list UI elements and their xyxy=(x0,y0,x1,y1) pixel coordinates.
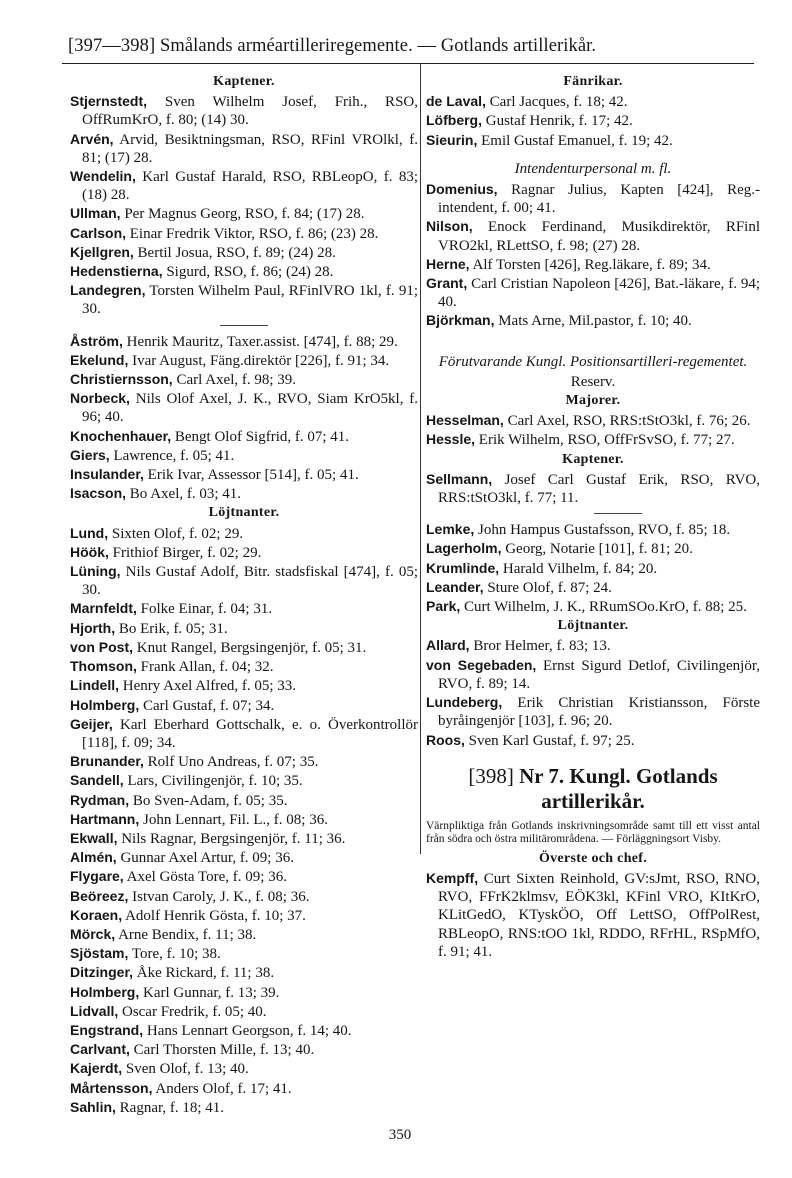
entry-details: Ernst Sigurd Detlof, Civilingenjör, RVO, f. 89; 14. xyxy=(438,657,760,692)
entry-details: Frithiof Birger, f. 02; 29. xyxy=(112,544,262,561)
list-item xyxy=(426,636,760,655)
list-item xyxy=(426,131,760,150)
list-item xyxy=(70,465,418,484)
entry-surname: Björkman, xyxy=(426,312,495,329)
entry-details: Arvid, Besiktningsman, RSO, RFinl VROlkl, f. 81; (17) 28. xyxy=(82,131,418,166)
entry-details: Alf Torsten [426], Reg.läkare, f. 89; 34. xyxy=(472,256,711,273)
list-item xyxy=(426,578,760,597)
entry-details: Bo Axel, f. 03; 41. xyxy=(129,486,242,503)
entry-details: Lars, Civilingenjör, f. 10; 35. xyxy=(127,773,303,790)
list-item xyxy=(70,1098,418,1117)
section-heading-intendentur: Intendenturpersonal m. fl. xyxy=(514,160,672,177)
entry-details: Ragnar, f. 18; 41. xyxy=(119,1099,225,1116)
list-item xyxy=(70,262,418,281)
list-item xyxy=(70,427,418,446)
entry-surname: Carlson, xyxy=(70,224,127,241)
entry-surname: Hessle, xyxy=(426,431,476,448)
entry-details: Georg, Notarie [101], f. 81; 20. xyxy=(505,541,693,558)
entry-surname: Allard, xyxy=(426,637,470,654)
entry-surname: Sieurin, xyxy=(426,131,478,148)
entry-details: Sture Olof, f. 87; 24. xyxy=(487,579,612,596)
entry-surname: Lemke, xyxy=(426,521,475,538)
entry-surname: Grant, xyxy=(426,275,468,292)
corps-title xyxy=(426,764,760,814)
entry-surname: Mårtensson, xyxy=(70,1079,153,1096)
entry-details: Curt Wilhelm, J. K., RRumSOo.KrO, f. 88; 25. xyxy=(464,599,747,616)
entry-details: Erik Wilhelm, RSO, OffFrSvSO, f. 77; 27. xyxy=(478,432,735,449)
entry-details: Nils Gustaf Adolf, Bitr. stadsfiskal [474], f. 05; 30. xyxy=(82,564,419,599)
right-column xyxy=(426,72,760,961)
list-item xyxy=(70,906,418,925)
list-item xyxy=(70,810,418,829)
entry-surname: Lund, xyxy=(70,524,109,541)
list-item xyxy=(70,925,418,944)
list-item xyxy=(70,752,418,771)
entry-details: Bengt Olof Sigfrid, f. 07; 41. xyxy=(174,428,350,445)
entry-details: Knut Rangel, Bergsingenjör, f. 05; 31. xyxy=(136,639,367,656)
entry-details: Torsten Wilhelm Paul, RFinlVRO 1kl, f. 91; 30. xyxy=(82,283,418,318)
entry-details: Sven Wilhelm Josef, Frih., RSO, OffRumKrO, f. 80; (14) 30. xyxy=(82,94,418,129)
section-heading-kaptener-right: Kaptener. xyxy=(562,451,624,467)
entry-details: Ragnar Julius, Kapten [424], Reg.-intendent, f. 00; 41. xyxy=(438,182,760,217)
entry-surname: Åström, xyxy=(70,332,123,349)
spacer xyxy=(426,150,760,158)
entry-surname: Holmberg, xyxy=(70,983,140,1000)
entry-surname: Lüning, xyxy=(70,563,121,580)
entry-details: Bo Sven-Adam, f. 05; 35. xyxy=(132,792,288,809)
separator-rule xyxy=(594,513,642,514)
list-item xyxy=(70,332,418,351)
list-item xyxy=(426,731,760,750)
section-heading-kaptener: Kaptener. xyxy=(213,74,275,89)
entry-details: Carl Axel, f. 98; 39. xyxy=(176,372,297,389)
list-item xyxy=(70,619,418,638)
list-item xyxy=(426,430,760,449)
entry-details: Tore, f. 10; 38. xyxy=(131,946,221,963)
entry-details: Henry Axel Alfred, f. 05; 33. xyxy=(122,678,297,695)
entry-surname: von Post, xyxy=(70,638,134,655)
entry-details: Erik Ivar, Assessor [514], f. 05; 41. xyxy=(147,467,359,484)
entry-surname: Beöreez, xyxy=(70,887,129,904)
list-item xyxy=(70,351,418,370)
entry-surname: Rydman, xyxy=(70,791,130,808)
entry-surname: Mörck, xyxy=(70,925,116,942)
entry-surname: Hesselman, xyxy=(426,412,504,429)
list-item xyxy=(70,281,418,318)
entry-details: Mats Arne, Mil.pastor, f. 10; 40. xyxy=(498,313,692,330)
entry-details: John Hampus Gustafsson, RVO, f. 85; 18. xyxy=(478,522,731,539)
entry-details: Erik Christian Kristiansson, Förste byråingenjör [103], f. 96; 20. xyxy=(438,695,760,730)
lojtnanter-right-list xyxy=(426,636,760,749)
column-divider xyxy=(420,64,421,854)
entry-details: Adolf Henrik Gösta, f. 10; 37. xyxy=(125,907,306,924)
entry-surname: Ekelund, xyxy=(70,351,129,368)
entry-details: Carl Cristian Napoleon [426], Bat.-läkare, f. 94; 40. xyxy=(438,276,760,311)
entry-surname: Brunander, xyxy=(70,753,144,770)
page-number: 350 xyxy=(388,1127,412,1143)
entry-surname: Sandell, xyxy=(70,772,124,789)
entry-details: Hans Lennart Georgson, f. 14; 40. xyxy=(146,1022,352,1039)
entry-details: Carl Gustaf, f. 07; 34. xyxy=(142,697,275,714)
section-heading-lojtnanter-right: Löjtnanter. xyxy=(557,618,629,634)
lojtnanter-list xyxy=(70,524,418,1117)
entry-details: Einar Fredrik Viktor, RSO, f. 86; (23) 28. xyxy=(129,225,379,242)
entry-details: Josef Carl Gustaf Erik, RSO, RVO, RRS:tStO3kl, f. 77; 11. xyxy=(438,471,760,507)
list-item xyxy=(426,559,760,578)
entry-surname: Isacson, xyxy=(70,485,127,502)
entry-surname: Almén, xyxy=(70,849,117,866)
separator-rule xyxy=(220,325,268,326)
list-item xyxy=(70,524,418,543)
entry-details: Gustaf Henrik, f. 17; 42. xyxy=(485,113,633,130)
entry-surname: Ekwall, xyxy=(70,829,118,846)
entry-surname: Koraen, xyxy=(70,906,123,923)
left-column xyxy=(70,72,418,1117)
list-item xyxy=(426,411,760,430)
entry-surname: Hartmann, xyxy=(70,810,140,827)
entry-surname: Thomson, xyxy=(70,658,137,675)
fanrikar-list xyxy=(426,92,760,150)
list-item xyxy=(426,520,760,539)
kaptener-right-list-2 xyxy=(426,520,760,616)
page-header: [397—398] Smålands arméartilleriregemente. — Gotlands artillerikår. xyxy=(68,36,597,56)
list-item xyxy=(70,1002,418,1021)
entry-details: Carl Thorsten Mille, f. 13; 40. xyxy=(133,1042,315,1059)
entry-details: Emil Gustaf Emanuel, f. 19; 42. xyxy=(481,132,673,149)
entry-surname: Holmberg, xyxy=(70,696,140,713)
entry-details: Anders Olof, f. 17; 41. xyxy=(155,1080,292,1097)
list-item xyxy=(70,243,418,262)
header-rule xyxy=(62,63,754,64)
list-item xyxy=(70,599,418,618)
entry-surname: Ditzinger, xyxy=(70,964,134,981)
list-item xyxy=(426,111,760,130)
list-item xyxy=(70,389,418,426)
list-item xyxy=(426,539,760,558)
entry-surname: Lundeberg, xyxy=(426,694,503,711)
list-item xyxy=(70,638,418,657)
list-item xyxy=(70,167,418,204)
entry-surname: Roos, xyxy=(426,731,465,748)
entry-details: Arne Bendix, f. 11; 38. xyxy=(118,926,257,943)
entry-details: Bo Erik, f. 05; 31. xyxy=(118,620,228,637)
list-item xyxy=(70,446,418,465)
entry-surname: Höök, xyxy=(70,543,109,560)
list-item xyxy=(70,963,418,982)
entry-details: Harald Vilhelm, f. 84; 20. xyxy=(502,560,658,577)
intendentur-list xyxy=(426,180,760,331)
list-item xyxy=(426,693,760,730)
entry-surname: Lindell, xyxy=(70,677,119,694)
list-item xyxy=(70,224,418,243)
entry-surname: Engstrand, xyxy=(70,1021,144,1038)
list-item xyxy=(70,562,418,599)
entry-surname: Sellmann, xyxy=(426,470,493,487)
entry-surname: Lidvall, xyxy=(70,1002,119,1019)
list-item xyxy=(70,771,418,790)
entry-surname: Marnfeldt, xyxy=(70,600,137,617)
list-item xyxy=(70,829,418,848)
section-heading-majorer: Majorer. xyxy=(565,393,621,409)
entry-details: Istvan Caroly, J. K., f. 08; 36. xyxy=(132,888,310,905)
list-item xyxy=(70,1021,418,1040)
entry-details: Per Magnus Georg, RSO, f. 84; (17) 28. xyxy=(124,206,365,223)
entry-surname: de Laval, xyxy=(426,93,486,110)
entry-surname: Flygare, xyxy=(70,868,124,885)
entry-details: Karl Gunnar, f. 13; 39. xyxy=(142,984,280,1001)
list-item xyxy=(70,1059,418,1078)
list-item xyxy=(426,656,760,693)
entry-surname: Geijer, xyxy=(70,715,113,732)
corps-name: Nr 7. Kungl. Gotlands artillerikår. xyxy=(519,763,718,813)
entry-details: Lawrence, f. 05; 41. xyxy=(113,447,235,464)
list-item xyxy=(70,944,418,963)
kaptener-list xyxy=(70,92,418,318)
list-item xyxy=(70,715,418,752)
entry-surname: Giers, xyxy=(70,446,110,463)
list-item xyxy=(70,657,418,676)
entry-details: Axel Gösta Tore, f. 09; 36. xyxy=(126,869,287,886)
entry-surname: Herne, xyxy=(426,255,470,272)
list-item xyxy=(426,470,760,507)
entry-details: Karl Eberhard Gottschalk, e. o. Överkontrollör [118], f. 09; 34. xyxy=(82,716,418,751)
majorer-list xyxy=(426,411,760,449)
entry-surname: Wendelin, xyxy=(70,168,136,185)
list-item xyxy=(70,484,418,503)
list-item xyxy=(426,274,760,311)
list-item xyxy=(426,217,760,254)
list-item xyxy=(426,180,760,217)
entry-surname: Nilson, xyxy=(426,218,473,235)
list-item xyxy=(70,92,418,129)
entry-details: Bror Helmer, f. 83; 13. xyxy=(473,638,611,655)
kaptener-right-list xyxy=(426,470,760,507)
spacer xyxy=(426,331,760,351)
entry-details: Sven Olof, f. 13; 40. xyxy=(125,1061,249,1078)
list-item xyxy=(70,370,418,389)
entry-surname: Krumlinde, xyxy=(426,559,500,576)
entry-surname: Park, xyxy=(426,598,461,615)
list-item xyxy=(426,597,760,616)
entry-surname: Domenius, xyxy=(426,181,498,198)
entry-surname: Löfberg, xyxy=(426,112,482,129)
entry-details: Sixten Olof, f. 02; 29. xyxy=(111,525,244,542)
list-item xyxy=(70,1079,418,1098)
entry-surname: Ullman, xyxy=(70,205,121,222)
kaptener-list-2 xyxy=(70,332,418,504)
list-item xyxy=(70,867,418,886)
entry-surname: Kjellgren, xyxy=(70,243,134,260)
entry-surname: Kajerdt, xyxy=(70,1060,123,1077)
entry-surname: Leander, xyxy=(426,578,484,595)
list-item xyxy=(426,92,760,111)
entry-details: Carl Axel, RSO, RRS:tStO3kl, f. 76; 26. xyxy=(507,413,751,430)
entry-surname: Sjöstam, xyxy=(70,945,129,962)
entry-details: Frank Allan, f. 04; 32. xyxy=(140,659,274,676)
entry-details: John Lennart, Fil. L., f. 08; 36. xyxy=(142,811,328,828)
entry-surname: Christiernsson, xyxy=(70,371,173,388)
entry-details: Rolf Uno Andreas, f. 07; 35. xyxy=(147,754,319,771)
list-item xyxy=(426,255,760,274)
entry-surname: Kempff, xyxy=(426,869,479,886)
entry-surname: Knochenhauer, xyxy=(70,427,172,444)
entry-surname: Hedenstierna, xyxy=(70,263,163,280)
entry-surname: Sahlin, xyxy=(70,1098,116,1115)
entry-details: Åke Rickard, f. 11; 38. xyxy=(136,965,275,982)
entry-details: Karl Gustaf Harald, RSO, RBLeopO, f. 83; (18) 28. xyxy=(82,169,418,204)
section-heading-fanrikar: Fänrikar. xyxy=(563,74,623,89)
entry-surname: Stjernstedt, xyxy=(70,93,148,110)
entry-details: Enock Ferdinand, Musikdirektör, RFinl VRO2kl, RLettSO, f. 98; (27) 28. xyxy=(438,219,760,254)
list-item xyxy=(70,791,418,810)
list-item xyxy=(70,887,418,906)
list-item xyxy=(70,983,418,1002)
list-item xyxy=(426,311,760,330)
corps-note: Värnpliktiga från Gotlands inskrivningsområde samt till ett visst antal från södra och östra militärområdena. — Förläggningsort Visby. xyxy=(426,819,760,845)
entry-surname: von Segebaden, xyxy=(426,656,537,673)
list-item xyxy=(70,543,418,562)
entry-details: Carl Jacques, f. 18; 42. xyxy=(489,94,628,111)
section-heading-forutvarande: Förutvarande Kungl. Positionsartilleri-regementet. xyxy=(438,353,748,370)
entry-details: Curt Sixten Reinhold, GV:sJmt, RSO, RNO, RVO, FFrK2klmsv, EÖK3kl, KFinl VRO, KItKrO, KLitGedO, KTyskÖO, Off LettSO, OffPolRest, RBLeopO, RNS:tOO 1kl, RDDO, RFrHL, RSpMfO, f. 91; 41. xyxy=(438,870,760,960)
list-item xyxy=(70,130,418,167)
entry-surname: Lagerholm, xyxy=(426,540,502,557)
entry-surname: Insulander, xyxy=(70,466,144,483)
list-item xyxy=(70,696,418,715)
entry-details: Henrik Mauritz, Taxer.assist. [474], f. 88; 29. xyxy=(126,333,398,350)
entry-details: Sven Karl Gustaf, f. 97; 25. xyxy=(468,732,635,749)
entry-surname: Landegren, xyxy=(70,282,146,299)
section-heading-lojtnanter: Löjtnanter. xyxy=(208,505,280,521)
reserv-label: Reserv. xyxy=(570,373,616,390)
overste-list xyxy=(426,869,760,961)
corps-number: [398] xyxy=(468,763,514,788)
entry-details: Sigurd, RSO, f. 86; (24) 28. xyxy=(166,264,334,281)
entry-surname: Norbeck, xyxy=(70,390,130,407)
entry-details: Bertil Josua, RSO, f. 89; (24) 28. xyxy=(137,244,336,261)
entry-details: Ivar August, Fäng.direktör [226], f. 91; 34. xyxy=(132,352,390,369)
entry-surname: Arvén, xyxy=(70,130,114,147)
list-item xyxy=(70,204,418,223)
entry-details: Folke Einar, f. 04; 31. xyxy=(140,601,273,618)
entry-surname: Hjorth, xyxy=(70,619,116,636)
list-item xyxy=(426,869,760,961)
entry-details: Gunnar Axel Artur, f. 09; 36. xyxy=(120,850,294,867)
entry-details: Nils Olof Axel, J. K., RVO, Siam KrO5kl, f. 96; 40. xyxy=(82,391,418,426)
entry-surname: Carlvant, xyxy=(70,1041,130,1058)
list-item xyxy=(70,848,418,867)
list-item xyxy=(70,1040,418,1059)
entry-details: Nils Ragnar, Bergsingenjör, f. 11; 36. xyxy=(121,830,346,847)
entry-details: Oscar Fredrik, f. 05; 40. xyxy=(121,1003,267,1020)
section-heading-overste: Överste och chef. xyxy=(538,850,648,866)
list-item xyxy=(70,676,418,695)
